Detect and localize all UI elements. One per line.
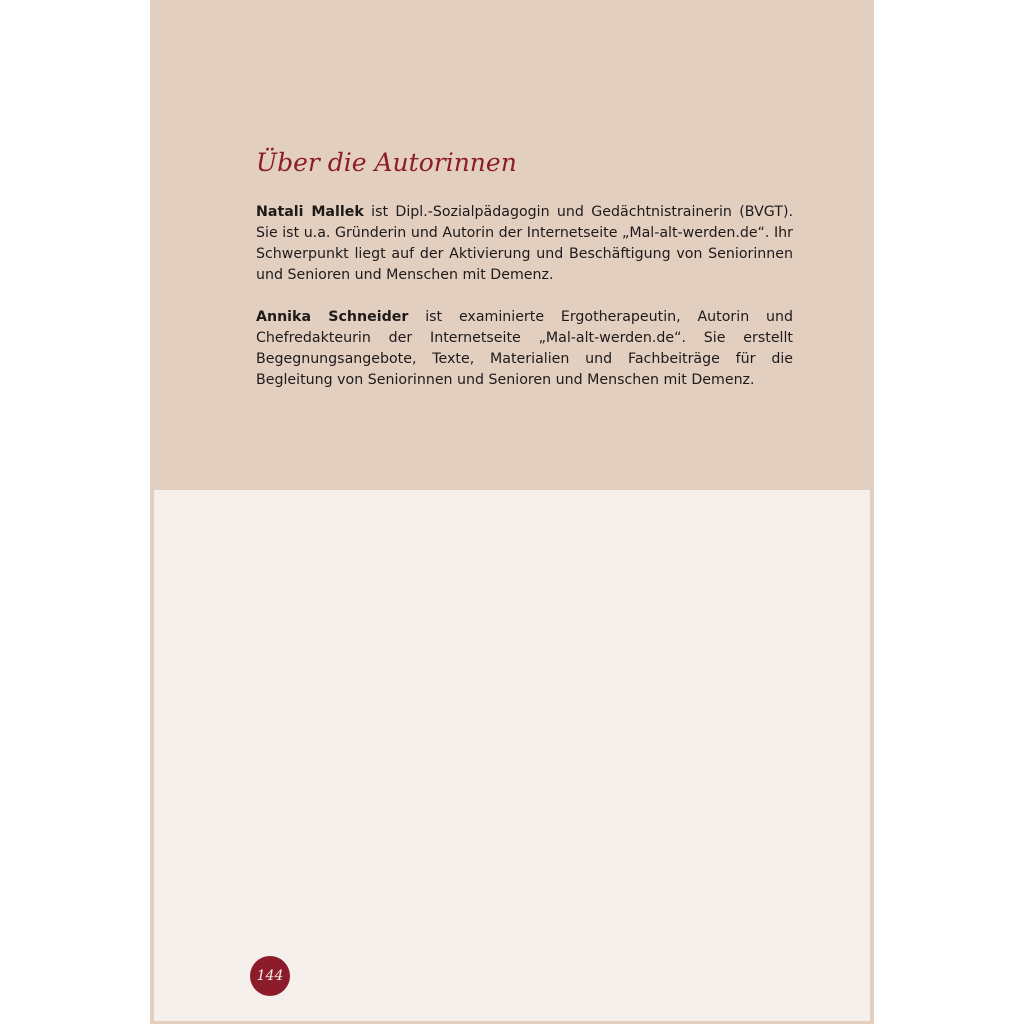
author-bio-natali-mallek: [256, 202, 793, 286]
page-number-badge: 144: [250, 956, 290, 996]
author-bio-text: ist examinierte Ergotherapeutin, Autorin und Chefredakteurin der Internetseite „Mal-alt-werden.de“. Sie erstellt Begegnungsangebote, Texte, Materialien und Fachbeiträge für die Begleitung von Seniorinnen und Senioren und Menschen mit Demenz.: [256, 309, 793, 388]
section-heading: Über die Autorinnen: [256, 148, 517, 177]
author-bio-annika-schneider: [256, 307, 793, 391]
blank-lower-panel: [154, 490, 870, 1021]
book-page: [150, 0, 874, 1024]
author-name: Annika Schneider: [256, 309, 409, 325]
author-section: [256, 146, 793, 412]
author-bio-text: ist Dipl.-Sozialpädagogin und Gedächtnistrainerin (BVGT). Sie ist u.a. Gründerin und Autorin der Internetseite „Mal-alt-werden.de“. Ihr Schwerpunkt liegt auf der Aktivierung und Beschäftigung von Seniorinnen und Senioren und Menschen mit Demenz.: [256, 204, 793, 283]
author-name: Natali Mallek: [256, 204, 364, 220]
